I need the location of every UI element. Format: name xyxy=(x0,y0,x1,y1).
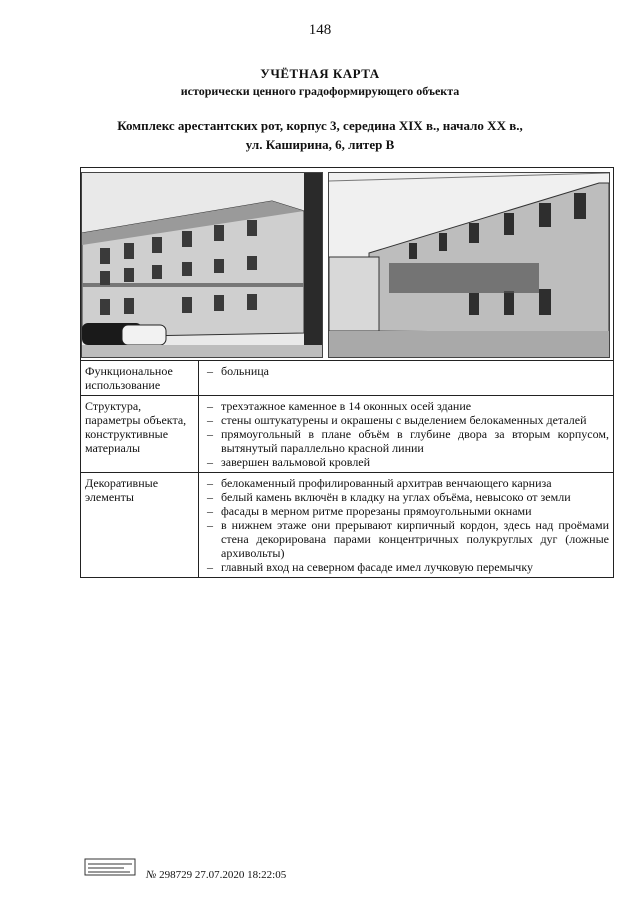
list-item: – белый камень включён в кладку на углах объёма, невысоко от земли xyxy=(205,490,609,504)
row-value xyxy=(199,473,613,577)
row-label: Функциональное использование xyxy=(81,361,199,395)
list-item: – в нижнем этаже они прерывают кирпичный кордон, здесь над проёмами стена декорирована парами концентричных полукруглых дуг (ложные архивольты) xyxy=(205,518,609,560)
list-item: – фасады в мерном ритме прорезаны прямоугольными окнами xyxy=(205,504,609,518)
list-item: – стены оштукатурены и окрашены с выделением белокаменных деталей xyxy=(205,413,609,427)
document-datetime: 27.07.2020 18:22:05 xyxy=(194,869,287,881)
building-photo-right xyxy=(328,172,610,358)
row-decorative xyxy=(81,473,613,577)
list-item: – завершен вальмовой кровлей xyxy=(205,455,609,469)
row-label: Структура, параметры объекта, конструктивные материалы xyxy=(81,396,199,472)
document-footer xyxy=(146,869,286,881)
row-value xyxy=(199,361,613,395)
list-item: – белокаменный профилированный архитрав венчающего карниза xyxy=(205,476,609,490)
card-subtitle: исторически ценного градоформирующего объекта xyxy=(180,84,460,98)
list-item: – трехэтажное каменное в 14 оконных осей здание xyxy=(205,399,609,413)
object-name: Комплекс арестантских рот, корпус 3, середина XIX в., начало XX в., xyxy=(117,118,523,133)
building-photo-left xyxy=(81,172,323,358)
registry-stamp-icon xyxy=(84,858,136,876)
card-title: УЧЁТНАЯ КАРТА xyxy=(260,66,380,81)
row-function xyxy=(81,361,613,396)
number-sign: № xyxy=(146,869,157,881)
list-item: – главный вход на северном фасаде имел лучковую перемычку xyxy=(205,560,609,574)
document-number: 298729 xyxy=(159,869,193,881)
record-card xyxy=(80,167,614,578)
list-item: – больница xyxy=(205,364,609,378)
row-label: Декоративные элементы xyxy=(81,473,199,577)
row-value xyxy=(199,396,613,472)
object-address: ул. Каширина, 6, литер В xyxy=(245,137,395,152)
list-item: – прямоугольный в плане объём в глубине двора за вторым корпусом, вытянутый параллельно красной линии xyxy=(205,427,609,455)
row-structure xyxy=(81,396,613,473)
page-number: 148 xyxy=(308,22,332,38)
photos-area xyxy=(81,168,613,361)
